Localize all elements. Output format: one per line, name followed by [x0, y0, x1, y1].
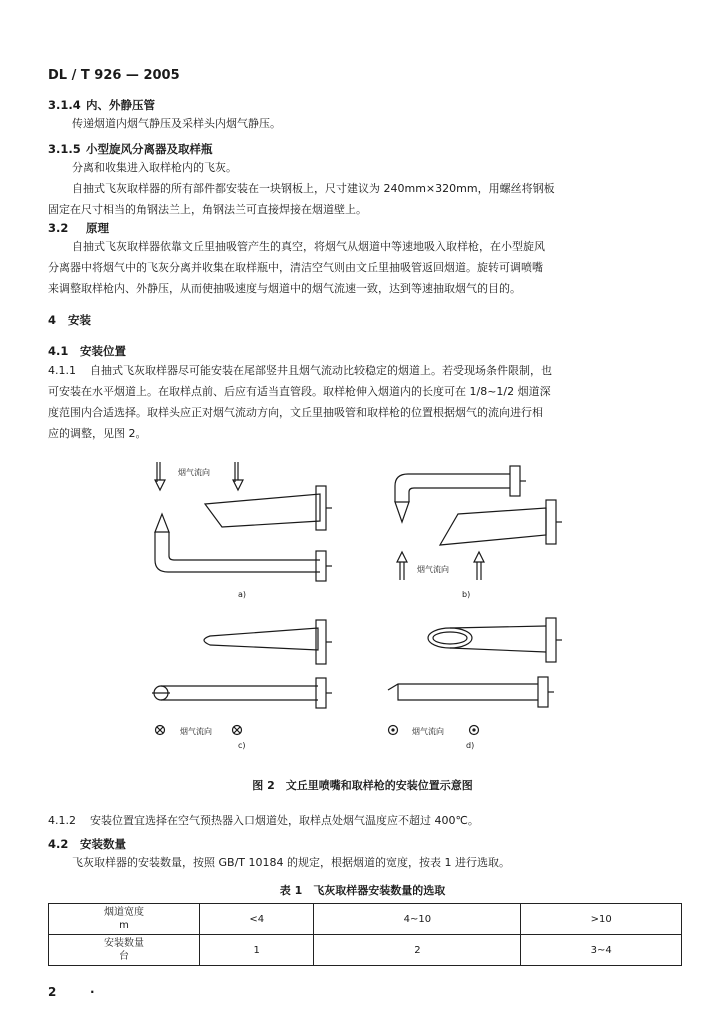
section-number: 4.2: [48, 837, 69, 851]
installation-count-table: [48, 903, 682, 966]
section-title: 安装: [68, 313, 91, 327]
section-4-2-heading: [48, 836, 126, 852]
section-4-2-body: 飞灰取样器的安装数量，按照 GB/T 10184 的规定，根据烟道的宽度，按表 1 进行选取。: [72, 856, 510, 869]
section-3-2-line-3: 来调整取样枪内、外静压，从而使抽吸速度与烟道中的烟气流速一致，达到等速抽取烟气的目的。: [48, 282, 521, 295]
section-title: 安装位置: [80, 344, 126, 358]
table-caption: 表 1 飞灰取样器安装数量的选取: [279, 884, 446, 897]
venturi-tube-a: [205, 486, 332, 530]
section-number: 3.2: [48, 221, 69, 235]
section-3-1-5-body-2b: 固定在尺寸相当的角钢法兰上，角钢法兰可直接焊接在烟道壁上。: [48, 203, 367, 216]
figure-caption: 图 2 文丘里喷嘴和取样枪的安装位置示意图: [252, 779, 473, 792]
section-number: 4: [48, 313, 57, 327]
table-cell: 4~10: [314, 904, 521, 935]
row-unit: 台: [119, 951, 129, 962]
section-number: 4.1.2: [48, 814, 76, 827]
flow-arrow-down-left: [155, 462, 165, 490]
row-label: 安装数量: [104, 938, 144, 949]
table-row-header: [49, 935, 200, 966]
table-row: [49, 935, 682, 966]
paragraph-text: 安装位置宜选择在空气预热器入口烟道处，取样点处烟气温度应不超过 400℃。: [90, 814, 479, 827]
table-row-header: [49, 904, 200, 935]
subfigure-label-d: d): [466, 741, 475, 750]
table-cell: <4: [200, 904, 314, 935]
section-3-2-line-1: 自抽式飞灰取样器依靠文丘里抽吸管产生的真空，将烟气从烟道中等速地吸入取样枪，在小型旋风: [72, 240, 545, 253]
flow-arrow-down-right: [233, 462, 243, 490]
page-mark: ·: [90, 985, 95, 999]
table-cell: >10: [521, 904, 682, 935]
section-3-1-5-body-2a: 自抽式飞灰取样器的所有部件都安装在一块钢板上，尺寸建议为 240mm×320mm，用螺丝将钢板: [72, 182, 555, 195]
page-number: 2: [48, 985, 57, 999]
section-number: 3.1.5: [48, 142, 81, 156]
flow-out-of-page-symbol-right: [470, 726, 479, 735]
sampling-gun-c: [152, 678, 332, 708]
section-title: 小型旋风分离器及取样瓶: [86, 142, 213, 156]
section-number: 4.1: [48, 344, 69, 358]
table-cell: 2: [314, 935, 521, 966]
flow-arrow-up-left: [397, 552, 407, 580]
table-cell: 1: [200, 935, 314, 966]
row-label: 烟道宽度: [104, 907, 144, 918]
paragraph-text: 自抽式飞灰取样器尽可能安装在尾部竖井且烟气流动比较稳定的烟道上。若受现场条件限制，也: [90, 364, 552, 377]
section-title: 安装数量: [80, 837, 126, 851]
subfigure-label-c: c): [238, 741, 246, 750]
flow-arrow-up-right: [474, 552, 484, 580]
table-row: [49, 904, 682, 935]
subfigure-label-b: b): [462, 590, 471, 599]
flow-into-page-symbol-left: [156, 726, 165, 735]
section-3-2-line-2: 分离器中将烟气中的飞灰分离并收集在取样瓶中，清洁空气则由文丘里抽吸管返回烟道。旋转可调喷嘴: [48, 261, 543, 274]
section-4-1-1-line-2: 可安装在水平烟道上。在取样点前、后应有适当直管段。取样枪伸入烟道内的长度可在 1/8~1/2 烟道深: [48, 385, 551, 398]
flow-into-page-symbol-right: [233, 726, 242, 735]
section-3-1-4-body: 传递烟道内烟气静压及采样头内烟气静压。: [72, 117, 281, 130]
venturi-tube-c: [204, 620, 332, 664]
row-unit: m: [119, 920, 129, 931]
section-3-1-5-body-1: 分离和收集进入取样枪内的飞灰。: [72, 161, 237, 174]
section-number: 4.1.1: [48, 364, 76, 377]
table-cell: 3~4: [521, 935, 682, 966]
flow-direction-label-a: 烟气流向: [178, 468, 210, 477]
flow-direction-label-c: 烟气流向: [180, 727, 212, 736]
subfigure-label-a: a): [238, 590, 247, 599]
sampling-gun-d: [388, 677, 554, 707]
section-4-1-2: [48, 810, 479, 832]
flow-direction-label-d: 烟气流向: [412, 727, 444, 736]
section-number: 3.1.4: [48, 98, 81, 112]
sampling-gun-a: [155, 514, 332, 581]
venturi-tube-b: [440, 500, 562, 545]
section-title: 内、外静压管: [86, 98, 155, 112]
section-4-1-1-line-3: 度范围内合适选择。取样头应正对烟气流动方向，文丘里抽吸管和取样枪的位置根据烟气的流向进行相: [48, 406, 543, 419]
flow-out-of-page-symbol-left: [389, 726, 398, 735]
venturi-tube-d: [428, 618, 562, 662]
section-title: 原理: [86, 221, 109, 235]
document-header: DL / T 926 — 2005: [48, 68, 180, 83]
section-4-1-1-line-4: 应的调整，见图 2。: [48, 427, 147, 440]
flow-direction-label-b: 烟气流向: [417, 565, 449, 574]
